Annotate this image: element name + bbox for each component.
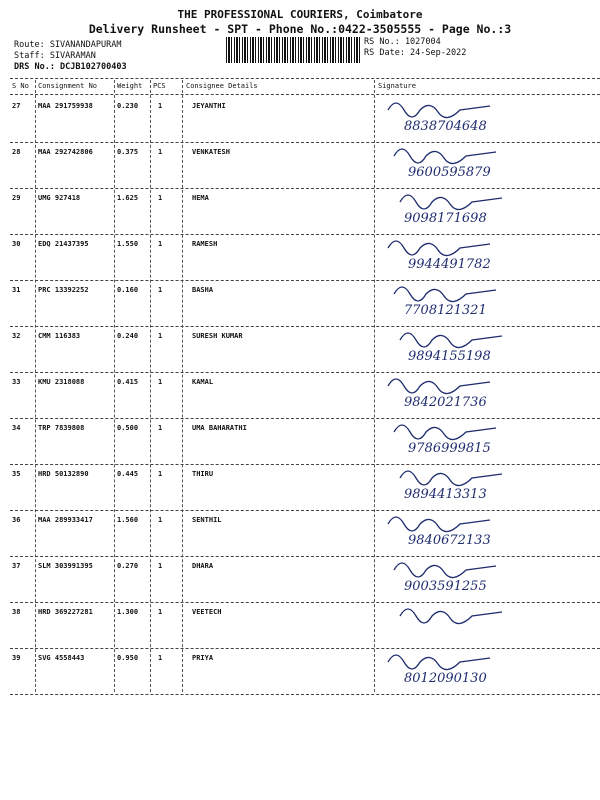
row-consignment: PRC 13392252 — [38, 286, 89, 294]
runsheet-subtitle: Delivery Runsheet - SPT - Phone No.:0422-3505555 - Page No.:3 — [88, 22, 512, 36]
row-consignment: KMU 2318088 — [38, 378, 85, 386]
header-top-rule — [10, 78, 600, 79]
signature-phone-number: 9600595879 — [408, 165, 491, 180]
row-weight: 0.950 — [117, 654, 139, 662]
row-pcs: 1 — [158, 562, 163, 570]
row-consignment: SVG 4558443 — [38, 654, 85, 662]
col-pcs: PCS — [153, 82, 166, 90]
row-consignee: VEETECH — [192, 608, 222, 616]
barcode — [226, 37, 362, 63]
row-sno: 34 — [12, 424, 21, 432]
col-divider — [114, 80, 115, 692]
row-weight: 1.550 — [117, 240, 139, 248]
row-consignee: BASHA — [192, 286, 214, 294]
rs-date: RS Date: 24-Sep-2022 — [364, 48, 467, 58]
col-divider — [150, 80, 151, 692]
row-weight: 0.230 — [117, 102, 139, 110]
row-consignment: TRP 7839808 — [38, 424, 85, 432]
row-pcs: 1 — [158, 654, 163, 662]
row-weight: 1.560 — [117, 516, 139, 524]
row-pcs: 1 — [158, 194, 163, 202]
row-weight: 0.160 — [117, 286, 139, 294]
signature-handwritten — [378, 232, 598, 274]
row-pcs: 1 — [158, 332, 163, 340]
row-pcs: 1 — [158, 378, 163, 386]
signature-handwritten — [378, 186, 598, 228]
row-consignment: EDQ 21437395 — [38, 240, 89, 248]
rs-number: RS No.: 1027004 — [364, 37, 441, 47]
row-consignee: SENTHIL — [192, 516, 222, 524]
row-consignee: RAMESH — [192, 240, 218, 248]
row-consignee: KAMAL — [192, 378, 214, 386]
signature-handwritten — [378, 94, 598, 136]
row-pcs: 1 — [158, 516, 163, 524]
col-divider — [182, 80, 183, 692]
signature-handwritten — [378, 278, 598, 320]
row-consignment: UMG 927418 — [38, 194, 81, 202]
row-sno: 30 — [12, 240, 21, 248]
row-weight: 0.500 — [117, 424, 139, 432]
row-pcs: 1 — [158, 424, 163, 432]
row-pcs: 1 — [158, 102, 163, 110]
row-consignment: HRD 369227281 — [38, 608, 93, 616]
row-pcs: 1 — [158, 240, 163, 248]
drs-number: DRS No.: DCJB102700403 — [14, 62, 127, 72]
col-divider — [374, 80, 375, 692]
signature-handwritten — [378, 140, 598, 182]
row-separator — [10, 694, 600, 695]
row-consignee: VENKATESH — [192, 148, 230, 156]
row-sno: 28 — [12, 148, 21, 156]
row-weight: 0.240 — [117, 332, 139, 340]
row-sno: 36 — [12, 516, 21, 524]
row-weight: 0.375 — [117, 148, 139, 156]
row-sno: 39 — [12, 654, 21, 662]
staff-label: Staff: SIVARAMAN — [14, 51, 96, 61]
row-weight: 1.300 — [117, 608, 139, 616]
signature-phone-number: 9842021736 — [404, 395, 487, 410]
signature-phone-number: 7708121321 — [404, 303, 487, 318]
row-weight: 0.415 — [117, 378, 139, 386]
signature-handwritten — [378, 324, 598, 366]
col-divider — [35, 80, 36, 692]
signature-phone-number: 9894155198 — [408, 349, 491, 364]
signature-phone-number: 9894413313 — [404, 487, 487, 502]
signature-phone-number: 9098171698 — [404, 211, 487, 226]
col-sno: S No — [12, 82, 29, 90]
row-consignment: MAA 289933417 — [38, 516, 93, 524]
row-sno: 29 — [12, 194, 21, 202]
signature-handwritten — [378, 416, 598, 458]
row-consignment: MAA 292742806 — [38, 148, 93, 156]
row-weight: 0.445 — [117, 470, 139, 478]
row-sno: 38 — [12, 608, 21, 616]
signature-phone-number: 8012090130 — [404, 671, 487, 686]
signature-phone-number: 9786999815 — [408, 441, 491, 456]
row-sno: 33 — [12, 378, 21, 386]
row-consignment: HRD 50132890 — [38, 470, 89, 478]
signature-handwritten — [378, 646, 598, 688]
row-pcs: 1 — [158, 470, 163, 478]
row-sno: 31 — [12, 286, 21, 294]
row-consignment: SLM 303991395 — [38, 562, 93, 570]
route-label: Route: SIVANANDAPURAM — [14, 40, 122, 50]
signature-handwritten — [378, 554, 598, 596]
col-consignment: Consignment No — [38, 82, 98, 90]
company-title: THE PROFESSIONAL COURIERS, Coimbatore — [177, 8, 423, 21]
row-sno: 37 — [12, 562, 21, 570]
signature-handwritten — [378, 462, 598, 504]
row-pcs: 1 — [158, 608, 163, 616]
col-weight: Weight — [117, 82, 143, 90]
row-consignee: HEMA — [192, 194, 209, 202]
row-pcs: 1 — [158, 148, 163, 156]
row-consignment: MAA 291759938 — [38, 102, 93, 110]
row-weight: 0.270 — [117, 562, 139, 570]
row-consignment: CMM 116383 — [38, 332, 81, 340]
row-consignee: DHARA — [192, 562, 214, 570]
col-signature: Signature — [378, 82, 416, 90]
signature-phone-number: 9003591255 — [404, 579, 487, 594]
row-consignee: THIRU — [192, 470, 214, 478]
signature-phone-number: 9840672133 — [408, 533, 491, 548]
row-sno: 32 — [12, 332, 21, 340]
row-sno: 35 — [12, 470, 21, 478]
row-pcs: 1 — [158, 286, 163, 294]
row-consignee: UMA BAHARATHI — [192, 424, 247, 432]
row-consignee: PRIYA — [192, 654, 214, 662]
signature-phone-number: 8838704648 — [404, 119, 487, 134]
signature-phone-number: 9944491782 — [408, 257, 491, 272]
signature-handwritten — [378, 370, 598, 412]
col-consignee: Consignee Details — [186, 82, 258, 90]
signature-handwritten — [378, 508, 598, 550]
row-consignee: SURESH KUMAR — [192, 332, 243, 340]
signature-handwritten — [378, 600, 598, 642]
row-weight: 1.625 — [117, 194, 139, 202]
row-sno: 27 — [12, 102, 21, 110]
row-consignee: JEYANTHI — [192, 102, 226, 110]
